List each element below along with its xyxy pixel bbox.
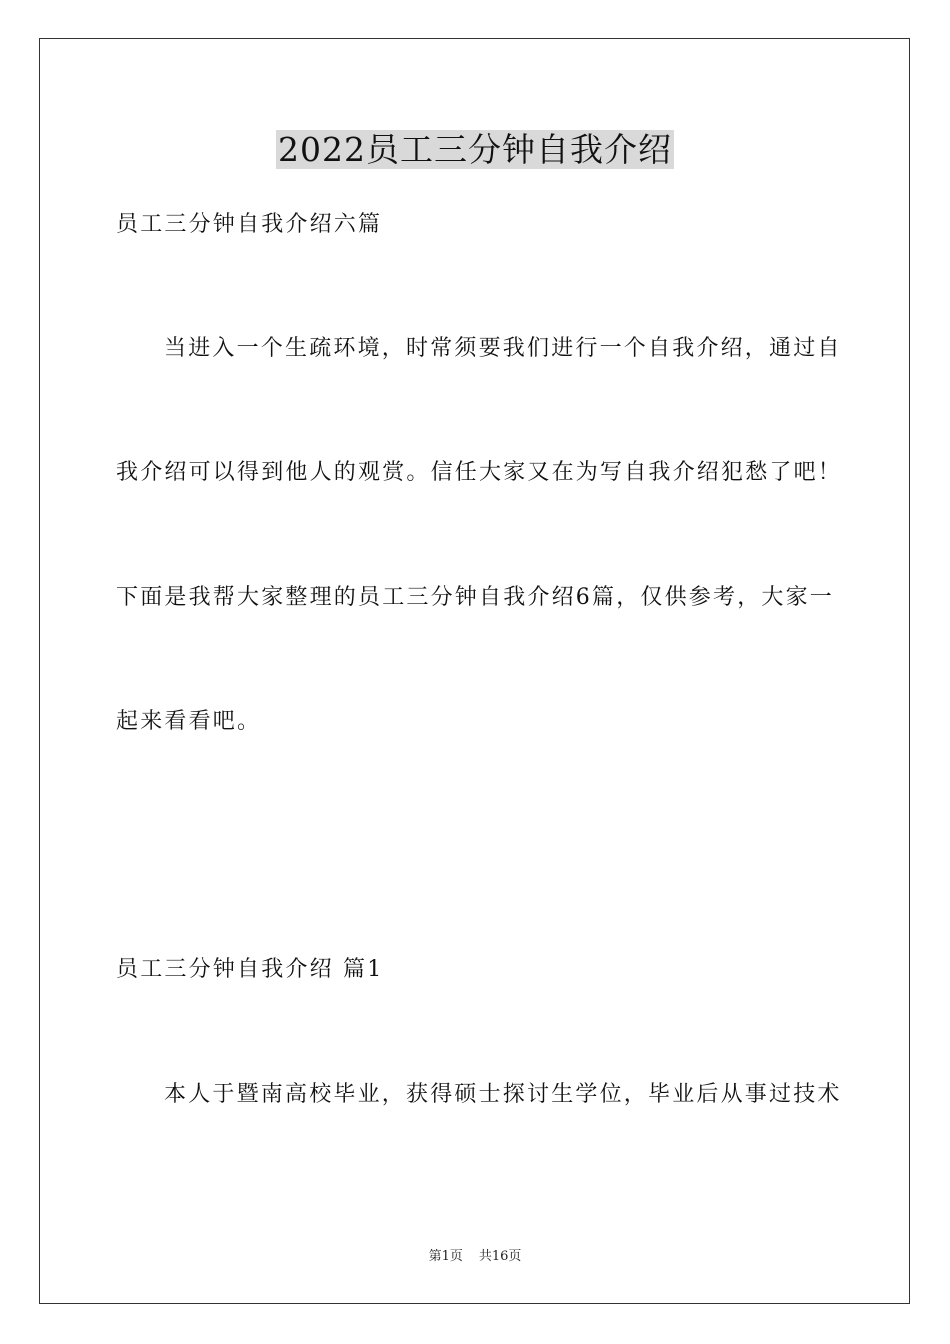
section-line-1: 本人于暨南高校毕业，获得硕士探讨生学位，毕业后从事过技术 xyxy=(164,1082,842,1107)
intro-line-1: 当进入一个生疏环境，时常须要我们进行一个自我介绍，通过自 xyxy=(164,336,842,361)
intro-line-3: 下面是我帮大家整理的员工三分钟自我介绍6篇，仅供参考，大家一 xyxy=(116,585,834,610)
page-footer xyxy=(0,1248,950,1266)
section-heading: 员工三分钟自我介绍 篇1 xyxy=(116,957,384,982)
document-title-text: 2022员工三分钟自我介绍 xyxy=(278,130,672,169)
page-total: 共16页 xyxy=(478,1249,522,1264)
document-title xyxy=(0,128,950,172)
intro-line-4: 起来看看吧。 xyxy=(116,709,262,734)
intro-line-2: 我介绍可以得到他人的观赏。信任大家又在为写自我介绍犯愁了吧！ xyxy=(116,460,843,485)
document-subtitle: 员工三分钟自我介绍六篇 xyxy=(116,212,383,237)
page-number: 第1页 xyxy=(428,1249,463,1264)
